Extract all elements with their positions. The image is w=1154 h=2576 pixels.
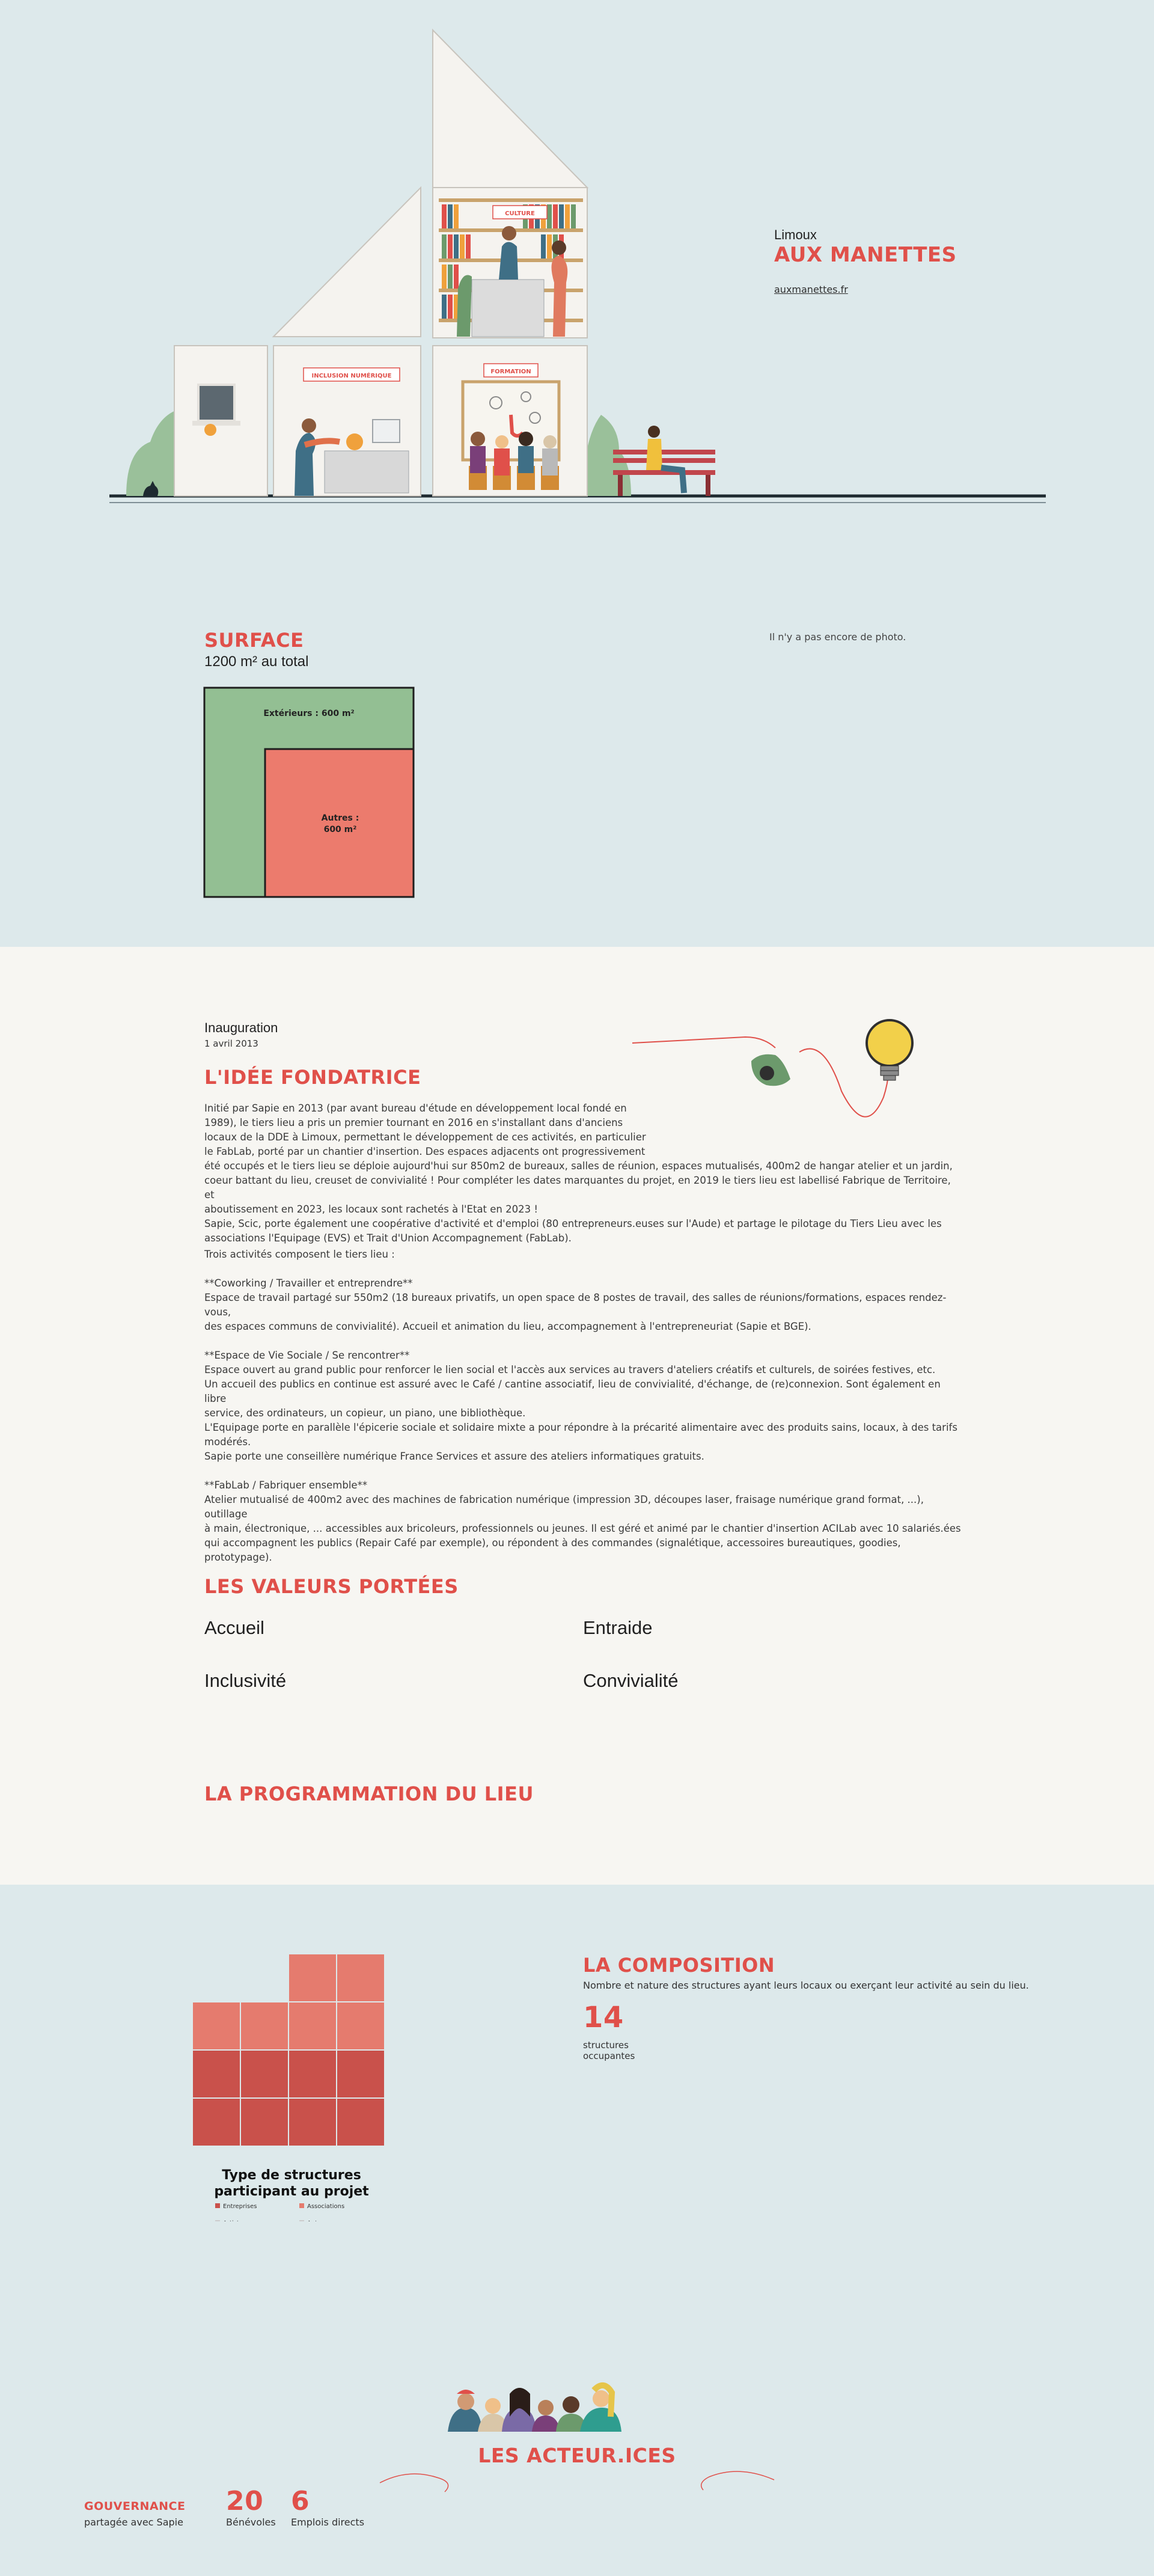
inauguration-date: 1 avril 2013	[204, 1038, 258, 1049]
idea-section	[0, 947, 1154, 1885]
waffle-cell-entreprises	[337, 2051, 384, 2097]
waffle-cell-associations	[337, 1954, 384, 2001]
inauguration-label: Inauguration	[204, 1020, 278, 1035]
value-item: Inclusivité	[204, 1670, 287, 1691]
value-item: Convivialité	[583, 1670, 679, 1691]
actors-title: LES ACTEUR.ICES	[478, 2444, 676, 2467]
governance-title: GOUVERNANCE	[84, 2500, 186, 2513]
waffle-cell-entreprises	[241, 2051, 288, 2097]
idea-title: L'IDÉE FONDATRICE	[204, 1066, 421, 1089]
governance-subtitle: partagée avec Sapie	[84, 2516, 183, 2528]
benevoles-value: 20	[226, 2486, 264, 2516]
waffle-cell-entreprises	[241, 2099, 288, 2146]
composition-chart-title-line1: Type de structures	[222, 2168, 361, 2183]
value-item: Accueil	[204, 1617, 264, 1638]
waffle-cell-associations	[337, 2002, 384, 2049]
waffle-cell-associations	[289, 1954, 336, 2001]
composition-title: LA COMPOSITION	[583, 1954, 775, 1977]
waffle-cell-entreprises	[193, 2051, 240, 2097]
legend-swatch	[215, 2203, 220, 2208]
composition-subtitle: Nombre et nature des structures ayant leurs locaux ou exerçant leur activité au sein du lieu.	[583, 1980, 1029, 1991]
website-link[interactable]: auxmanettes.fr	[774, 284, 848, 295]
programmation-title: LA PROGRAMMATION DU LIEU	[204, 1782, 534, 1805]
surface-exterior-label: Extérieurs : 600 m²	[263, 709, 355, 718]
waffle-cell-entreprises	[289, 2051, 336, 2097]
waffle-cell-associations	[193, 2002, 240, 2049]
room-label-culture: CULTURE	[505, 210, 535, 217]
composition-chart-title-line2: participant au projet	[214, 2184, 369, 2199]
values-title: LES VALEURS PORTÉES	[204, 1575, 459, 1598]
waffle-cell-entreprises	[193, 2099, 240, 2146]
no-photo-text: Il n'y a pas encore de photo.	[769, 631, 906, 643]
surface-other-label-1: Autres :	[321, 813, 359, 823]
composition-count: 14	[583, 2001, 624, 2034]
legend-item-entreprises	[215, 2203, 257, 2210]
actors-illustration	[373, 2351, 781, 2507]
idea-paragraph-activities: Trois activités composent le tiers lieu : **Coworking / Travailler et entreprendre** Espace de travail partagé sur 550m2 (18 bureaux privatifs, un open space de 8 postes de travail, des salles de réunions/formations, espaces rendez-vous, des espaces communs de convivialité). Accueil et animation du lieu, accompagnement à l'entrepreneuriat (Sapie et BGE). **Espace de Vie Sociale / Se rencontrer** Espace ouvert au grand public pour renforcer le lien social et l'accès aux services au travers d'ateliers créatifs et culturels, de soirées festives, etc. Un accueil des publics en continue est assuré avec le Café / cantine associatif, lieu de convivialité, d'échange, de (re)connexion. Sont également en libre service, des ordinateurs, un copieur, un piano, une bibliothèque. L'Equipage porte en parallèle l'épicerie sociale et solidaire mixte a pour répondre à la précarité alimentaire avec des produits sains, locaux, à des tarifs modérés. Sapie porte une conseillère numérique France Services et assure des ateliers informatiques gratuits. **FabLab / Fabriquer ensemble** Atelier mutualisé de 400m2 avec des machines de fabrication numérique (impression 3D, découpes laser, fraisage numérique grand format, ...), outillage à main, électronique, ... accessibles aux bricoleurs, professionnels ou jeunes. Il est géré et animé par le chantier d'insertion ACILab avec 10 salariés.ées qui accompagnent les publics (Repair Café par exemple), ou répondent à des commandes (signalétique, accessoires bureautiques, goodies, prototypage).	[204, 1249, 961, 1563]
hero-city: Limoux	[774, 227, 817, 242]
benevoles-label: Bénévoles	[226, 2516, 276, 2528]
composition-count-label	[583, 2040, 635, 2061]
waffle-cell-associations	[241, 2002, 288, 2049]
emplois-value: 6	[291, 2486, 310, 2516]
surface-total: 1200 m² au total	[204, 653, 309, 670]
legend-item-associations	[299, 2203, 344, 2210]
surface-title: SURFACE	[204, 629, 304, 652]
emplois-label: Emplois directs	[291, 2516, 365, 2528]
room-label-inclusion: INCLUSION NUMÉRIQUE	[311, 373, 392, 379]
waffle-cell-associations	[289, 2002, 336, 2049]
value-item: Entraide	[583, 1617, 653, 1638]
idea-paragraph-intro: Initié par Sapie en 2013 (par avant bureau d'étude en développement local fondé en 1989), le tiers lieu a pris un premier tournant en 2016 en s'installant dans d'anciens locaux de la DDE à Limoux, permettant le développement de ces activités, en particulier le FabLab, porté par un chantier d'insertion. Des espaces adjacents ont progressivement été occupés et le tiers lieu se déploie aujourd'hui sur 850m2 de bureaux, salles de réunion, espaces mutualisés, 400m2 de hangar atelier et un jardin, coeur battant du lieu, creuset de convivialité ! Pour compléter les dates marquantes du projet, en 2019 le tiers lieu est labellisé Fabrique de Territoire, et aboutissement en 2023, les locaux sont rachetés à l'Etat en 2023 ! Sapie, Scic, porte également une coopérative d'activité et d'emploi (80 entrepreneurs.euses sur l'Aude) et partage le pilotage du Tiers Lieu avec les associations l'Equipage (EVS) et Trait d'Union Accompagnement (FabLab).	[204, 1103, 953, 1244]
legend-swatch	[299, 2203, 304, 2208]
waffle-cell-entreprises	[289, 2099, 336, 2146]
hero-section	[0, 0, 1154, 947]
surface-other-label-2: 600 m²	[323, 825, 357, 834]
room-label-formation: FORMATION	[490, 369, 531, 375]
hero-title: AUX MANETTES	[774, 243, 957, 267]
surface-other-area	[265, 749, 414, 897]
waffle-cell-entreprises	[337, 2099, 384, 2146]
composition-chart-title	[192, 2167, 391, 2200]
composition-count-label-1: structures	[583, 2040, 629, 2051]
composition-section	[0, 1885, 1154, 2576]
composition-count-label-2: occupantes	[583, 2051, 635, 2061]
legend-label: Associations	[307, 2203, 345, 2210]
surface-chart	[203, 687, 416, 899]
legend-clip	[192, 2221, 391, 2232]
legend-label: Entreprises	[223, 2203, 257, 2210]
